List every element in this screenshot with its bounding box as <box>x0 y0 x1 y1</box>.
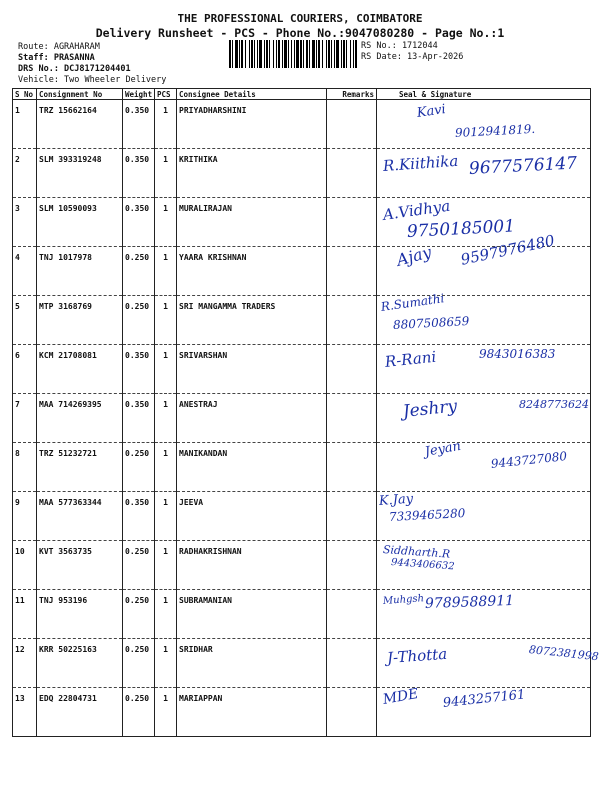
runsheet-subtitle: Delivery Runsheet - PCS - Phone No.:9047080280 - Page No.:1 <box>95 26 505 40</box>
handwritten-signature: R-Rani <box>384 347 438 371</box>
row-consignment-number: EDQ 22804731 <box>37 688 123 737</box>
row-pcs: 1 <box>155 394 177 443</box>
row-sno: 2 <box>13 149 37 198</box>
handwritten-phone: 9012941819. <box>454 121 536 140</box>
row-sno: 11 <box>13 590 37 639</box>
row-sno: 10 <box>13 541 37 590</box>
row-sno: 9 <box>13 492 37 541</box>
row-weight: 0.250 <box>123 443 155 492</box>
handwritten-signature: K.Jay <box>378 491 414 509</box>
handwritten-phone: 9443257161 <box>442 687 527 711</box>
table-row <box>13 590 591 639</box>
row-pcs: 1 <box>155 296 177 345</box>
row-weight: 0.250 <box>123 247 155 296</box>
row-consignee-name: RADHAKRISHNAN <box>177 541 327 590</box>
col-header-consignment: Consignment No <box>37 89 123 100</box>
row-remarks <box>327 394 377 443</box>
row-signature <box>377 590 591 639</box>
row-consignment-number: MAA 577363344 <box>37 492 123 541</box>
row-remarks <box>327 492 377 541</box>
row-remarks <box>327 688 377 737</box>
row-consignment-number: TNJ 1017978 <box>37 247 123 296</box>
row-consignee-name: ANESTRAJ <box>177 394 327 443</box>
row-sno: 1 <box>13 100 37 149</box>
table-row <box>13 541 591 590</box>
row-consignee-name: MANIKANDAN <box>177 443 327 492</box>
row-remarks <box>327 296 377 345</box>
row-weight: 0.350 <box>123 492 155 541</box>
handwritten-phone: 9597976480 <box>459 231 557 269</box>
row-remarks <box>327 149 377 198</box>
row-consignment-number: TRZ 15662164 <box>37 100 123 149</box>
handwritten-signature: Ajay <box>394 242 434 270</box>
row-consignment-number: MAA 714269395 <box>37 394 123 443</box>
handwritten-signature: Muhgsh <box>382 593 425 607</box>
row-pcs: 1 <box>155 247 177 296</box>
table-row <box>13 688 591 737</box>
row-consignment-number: SLM 10590093 <box>37 198 123 247</box>
row-consignee-name: SRIVARSHAN <box>177 345 327 394</box>
row-consignment-number: KVT 3563735 <box>37 541 123 590</box>
row-consignee-name: MURALIRAJAN <box>177 198 327 247</box>
table-row <box>13 296 591 345</box>
handwritten-phone: 8248773624 <box>519 398 589 411</box>
row-remarks <box>327 639 377 688</box>
row-weight: 0.350 <box>123 100 155 149</box>
handwritten-phone: 9843016383 <box>479 347 556 361</box>
row-consignee-name: YAARA KRISHNAN <box>177 247 327 296</box>
table-row <box>13 639 591 688</box>
row-pcs: 1 <box>155 639 177 688</box>
handwritten-phone: 9443727080 <box>490 449 568 471</box>
row-signature <box>377 685 591 737</box>
row-sno: 7 <box>13 394 37 443</box>
row-weight: 0.350 <box>123 345 155 394</box>
row-weight: 0.250 <box>123 688 155 737</box>
row-consignee-name: SRI MANGAMMA TRADERS <box>177 296 327 345</box>
row-consignee-name: JEEVA <box>177 492 327 541</box>
drs-number: DRS No.: DCJ8171204401 <box>18 64 131 74</box>
row-pcs: 1 <box>155 492 177 541</box>
row-sno: 12 <box>13 639 37 688</box>
table-row <box>13 100 591 149</box>
handwritten-signature: A.Vidhya <box>381 196 452 224</box>
handwritten-phone: 7339465280 <box>388 506 466 524</box>
rs-date: RS Date: 13-Apr-2026 <box>361 52 464 62</box>
row-remarks <box>327 541 377 590</box>
row-signature <box>377 541 591 590</box>
row-weight: 0.350 <box>123 394 155 443</box>
col-header-sno: S No <box>13 89 37 100</box>
row-pcs: 1 <box>155 100 177 149</box>
row-signature <box>377 231 591 296</box>
handwritten-signature: Siddharth.R <box>382 543 451 561</box>
handwritten-phone: 9443406632 <box>390 557 455 573</box>
row-sno: 3 <box>13 198 37 247</box>
delivery-runsheet-table <box>12 88 600 737</box>
row-pcs: 1 <box>155 443 177 492</box>
handwritten-signature: Jeshry <box>401 396 459 422</box>
row-remarks <box>327 100 377 149</box>
row-weight: 0.250 <box>123 590 155 639</box>
row-remarks <box>327 345 377 394</box>
row-remarks <box>327 247 377 296</box>
handwritten-signature: J-Thotta <box>386 644 448 667</box>
col-header-weight: Weight <box>123 89 155 100</box>
row-weight: 0.250 <box>123 296 155 345</box>
row-sno: 6 <box>13 345 37 394</box>
row-consignee-name: PRIYADHARSHINI <box>177 100 327 149</box>
row-consignee-name: KRITHIKA <box>177 149 327 198</box>
table-row <box>13 394 591 443</box>
col-header-pcs: PCS <box>155 89 177 100</box>
row-sno: 13 <box>13 688 37 737</box>
row-signature <box>377 492 591 541</box>
row-remarks <box>327 590 377 639</box>
row-consignment-number: MTP 3168769 <box>37 296 123 345</box>
row-signature <box>377 198 591 247</box>
handwritten-phone: 8807508659 <box>392 314 470 332</box>
row-signature <box>377 291 591 345</box>
company-title: THE PROFESSIONAL COURIERS, COIMBATORE <box>177 12 423 25</box>
row-signature <box>377 100 591 149</box>
table-row <box>13 198 591 247</box>
col-header-consignee: Consignee Details <box>177 89 327 100</box>
handwritten-phone: 9789588911 <box>424 592 515 612</box>
row-remarks <box>327 198 377 247</box>
row-pcs: 1 <box>155 541 177 590</box>
table-row <box>13 492 591 541</box>
row-sno: 5 <box>13 296 37 345</box>
table-header-row <box>13 89 591 100</box>
row-consignment-number: KRR 50225163 <box>37 639 123 688</box>
row-signature <box>377 149 591 198</box>
row-consignment-number: TNJ 953196 <box>37 590 123 639</box>
row-weight: 0.250 <box>123 541 155 590</box>
table-row <box>13 345 591 394</box>
col-header-remarks: Remarks <box>327 89 377 100</box>
handwritten-phone: 8072381998 <box>528 643 600 664</box>
row-consignment-number: TRZ 51232721 <box>37 443 123 492</box>
col-header-signature: Seal & Signature <box>377 89 591 100</box>
row-pcs: 1 <box>155 345 177 394</box>
row-consignee-name: MARIAPPAN <box>177 688 327 737</box>
route-label: Route: AGRAHARAM <box>18 42 100 52</box>
row-signature <box>377 639 600 688</box>
handwritten-signature: Jeyan <box>423 438 463 460</box>
vehicle-label: Vehicle: Two Wheeler Delivery <box>18 75 167 85</box>
row-consignment-number: KCM 21708081 <box>37 345 123 394</box>
row-weight: 0.350 <box>123 149 155 198</box>
table-row <box>13 149 591 198</box>
handwritten-signature: R.Sumathi <box>380 291 446 314</box>
row-weight: 0.250 <box>123 639 155 688</box>
row-consignee-name: SUBRAMANIAN <box>177 590 327 639</box>
row-pcs: 1 <box>155 688 177 737</box>
row-sno: 4 <box>13 247 37 296</box>
handwritten-signature: Kavi <box>415 102 447 121</box>
staff-label: Staff: PRASANNA <box>18 53 95 63</box>
row-signature <box>377 394 591 443</box>
handwritten-phone: 9750185001 <box>406 216 516 242</box>
rs-number: RS No.: 1712044 <box>361 41 438 51</box>
row-pcs: 1 <box>155 590 177 639</box>
handwritten-phone: 9677576147 <box>468 153 578 179</box>
row-consignment-number: SLM 393319248 <box>37 149 123 198</box>
row-sno: 8 <box>13 443 37 492</box>
row-pcs: 1 <box>155 198 177 247</box>
row-signature <box>377 438 591 492</box>
row-signature <box>377 345 591 394</box>
table-row <box>13 443 591 492</box>
row-remarks <box>327 443 377 492</box>
row-weight: 0.350 <box>123 198 155 247</box>
table-row <box>13 247 591 296</box>
handwritten-signature: MDE <box>381 685 420 708</box>
row-pcs: 1 <box>155 149 177 198</box>
barcode <box>229 40 357 68</box>
handwritten-signature: R.Kiithika <box>382 151 459 175</box>
row-consignee-name: SRIDHAR <box>177 639 327 688</box>
